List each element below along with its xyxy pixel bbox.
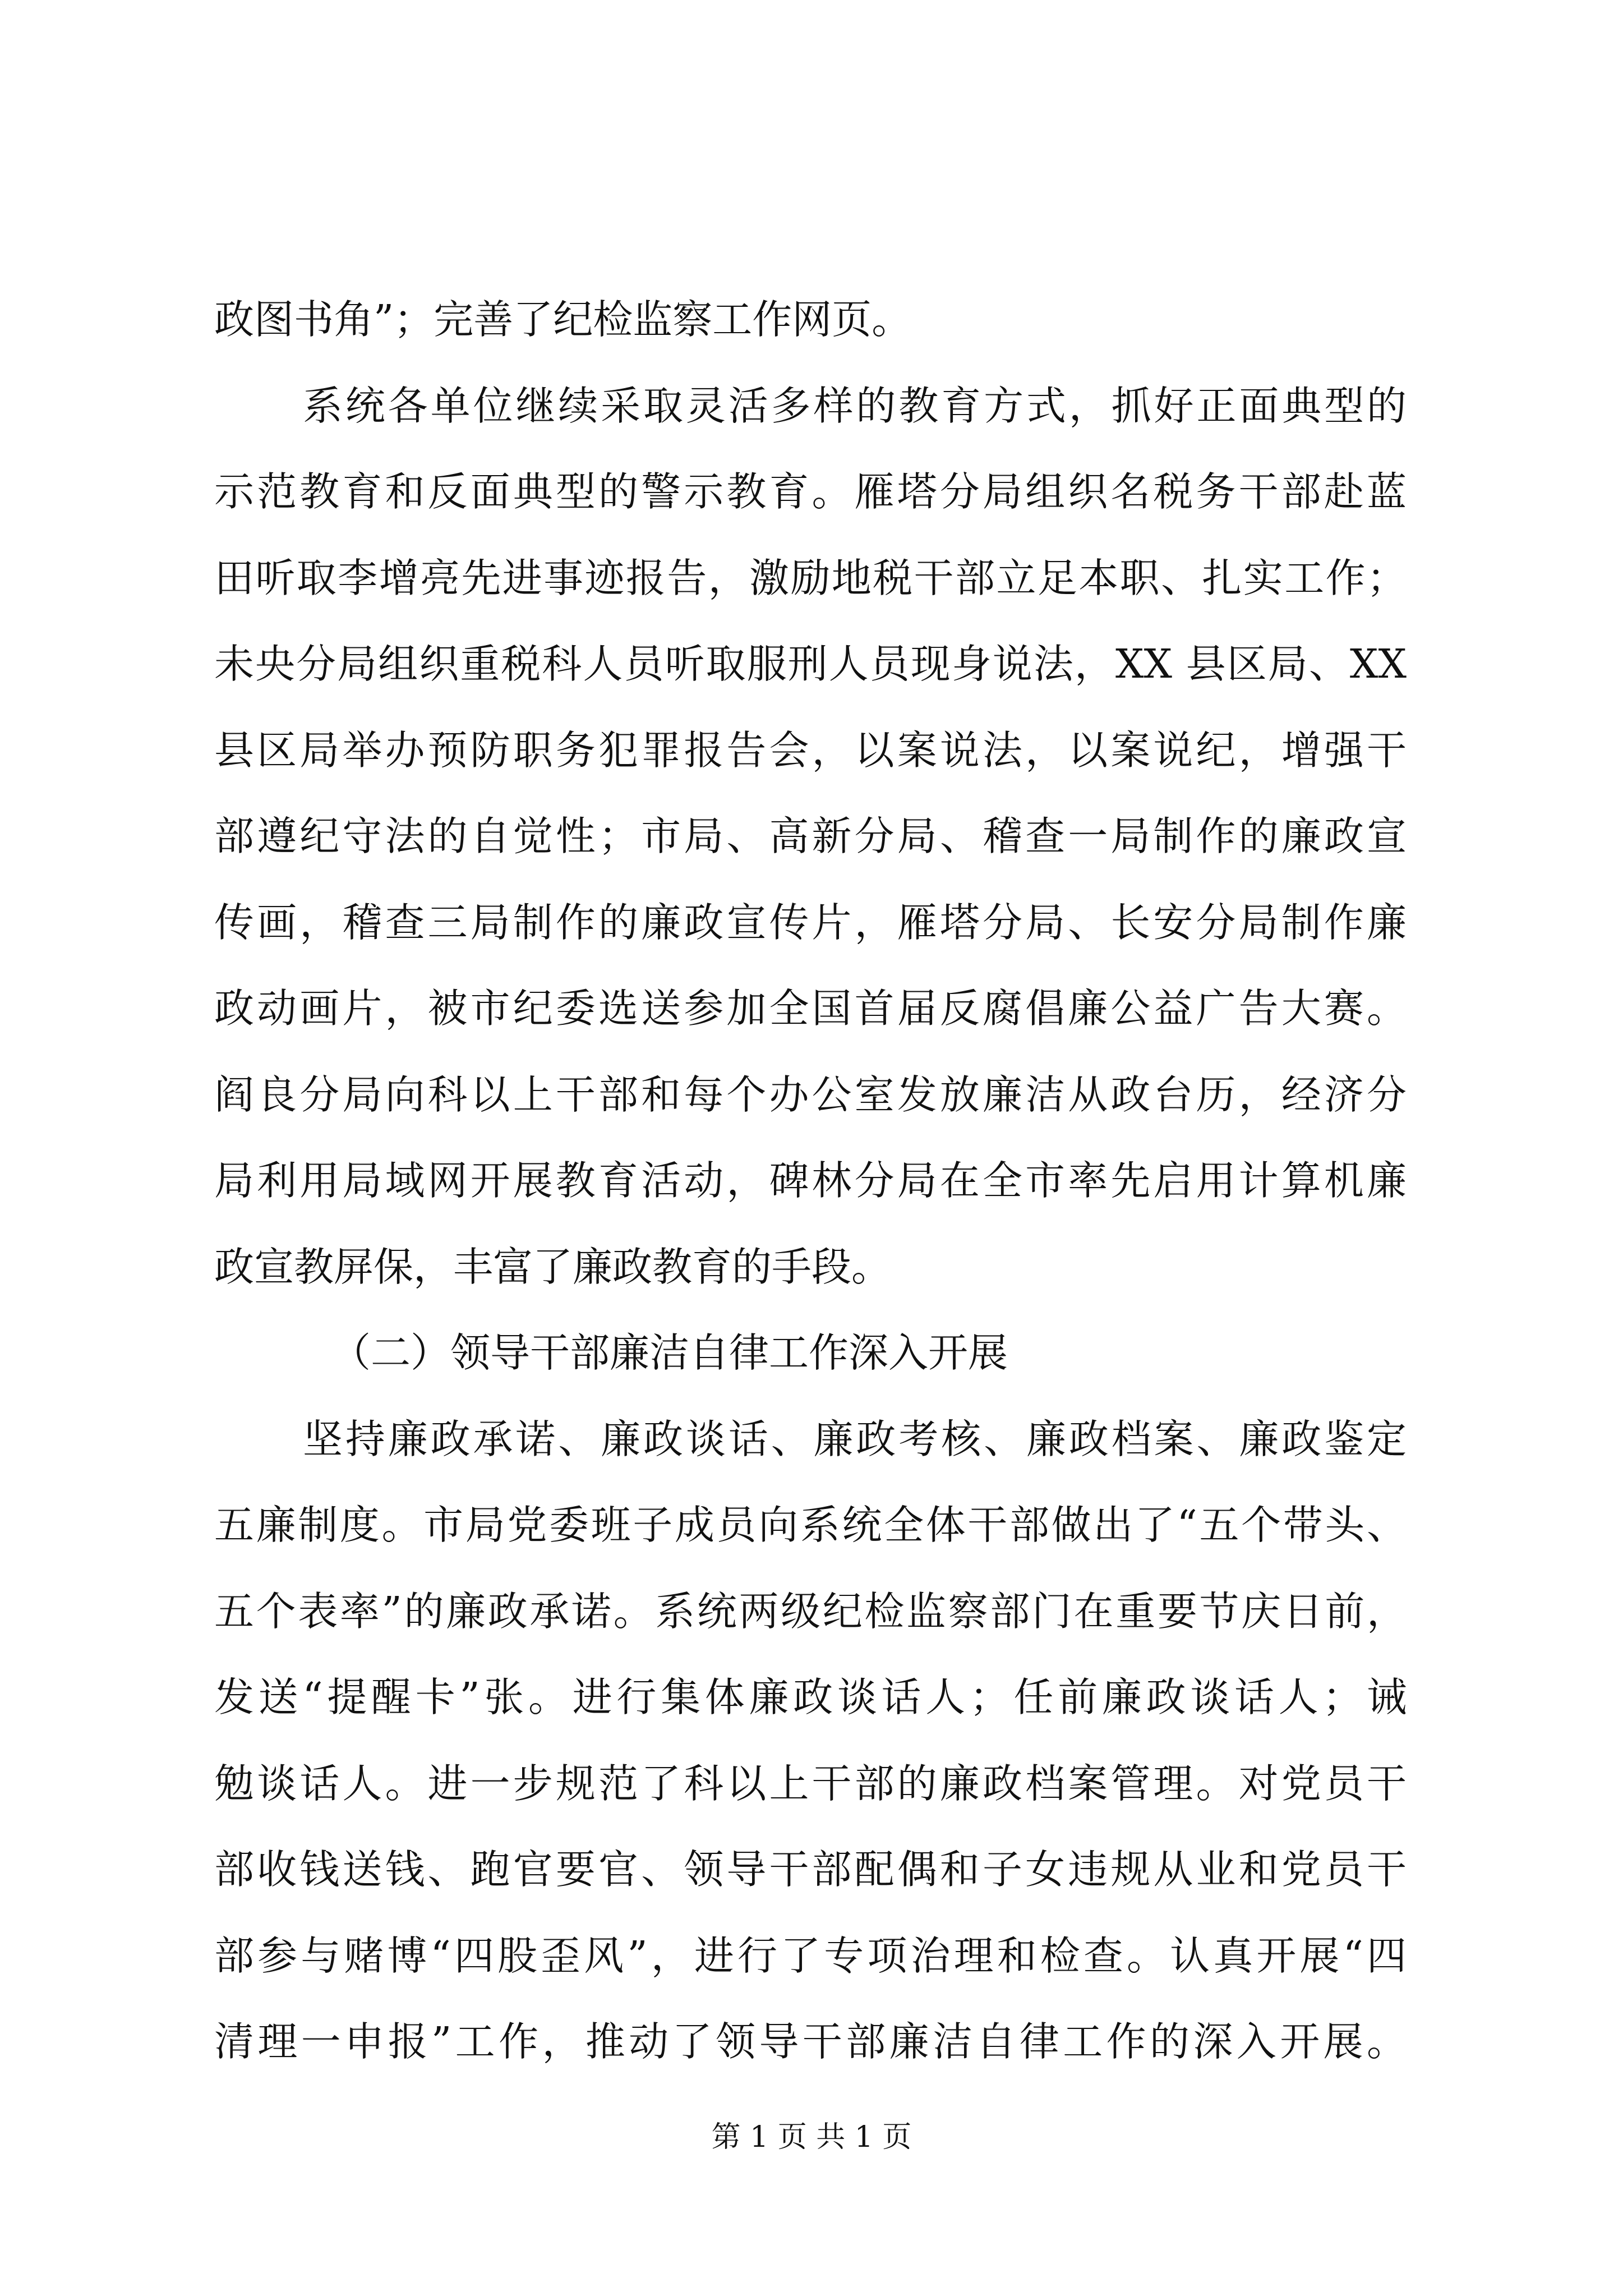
text-line: 局利用局域网开展教育活动，碑林分局在全市率先启用计算机廉 <box>214 1157 1407 1204</box>
section-heading: （二）领导干部廉洁自律工作深入开展 <box>331 1329 1008 1376</box>
text-line: 勉谈话人。进一步规范了科以上干部的廉政档案管理。对党员干 <box>214 1760 1407 1807</box>
text-line: 发送“提醒卡”张。进行集体廉政谈话人；任前廉政谈话人；诫 <box>214 1674 1407 1720</box>
page-number-footer: 第 1 页 共 1 页 <box>711 2120 912 2154</box>
text-line: 示范教育和反面典型的警示教育。雁塔分局组织名税务干部赴蓝 <box>214 468 1407 515</box>
paragraph-first-line: 坚持廉政承诺、廉政谈话、廉政考核、廉政档案、廉政鉴定 <box>303 1416 1407 1462</box>
text-line: 部参与赌博“四股歪风”，进行了专项治理和检查。认真开展“四 <box>214 1932 1407 1979</box>
paragraph-first-line: 系统各单位继续采取灵活多样的教育方式，抓好正面典型的 <box>303 383 1407 429</box>
text-line: 政动画片，被市纪委选送参加全国首届反腐倡廉公益广告大赛。 <box>214 985 1407 1032</box>
text-line: 部收钱送钱、跑官要官、领导干部配偶和子女违规从业和党员干 <box>214 1846 1407 1893</box>
text-line: 田听取李增亮先进事迹报告，激励地税干部立足本职、扎实工作； <box>214 555 1407 601</box>
text-line: 阎良分局向科以上干部和每个办公室发放廉洁从政台历，经济分 <box>214 1071 1407 1118</box>
text-line: 部遵纪守法的自觉性；市局、高新分局、稽查一局制作的廉政宣 <box>214 813 1407 859</box>
text-line: 县区局举办预防职务犯罪报告会，以案说法，以案说纪，增强干 <box>214 727 1407 774</box>
text-line: 传画，稽查三局制作的廉政宣传片，雁塔分局、长安分局制作廉 <box>214 899 1407 946</box>
text-line: 政宣教屏保，丰富了廉政教育的手段。 <box>214 1244 892 1290</box>
text-line: 清理一申报”工作，推动了领导干部廉洁自律工作的深入开展。 <box>214 2018 1407 2065</box>
text-line: 政图书角”；完善了纪检监察工作网页。 <box>214 296 912 343</box>
text-line: 未央分局组织重税科人员听取服刑人员现身说法，XX 县区局、XX <box>214 641 1407 687</box>
text-line: 五廉制度。市局党委班子成员向系统全体干部做出了“五个带头、 <box>214 1502 1407 1548</box>
text-line: 五个表率”的廉政承诺。系统两级纪检监察部门在重要节庆日前， <box>214 1588 1407 1635</box>
